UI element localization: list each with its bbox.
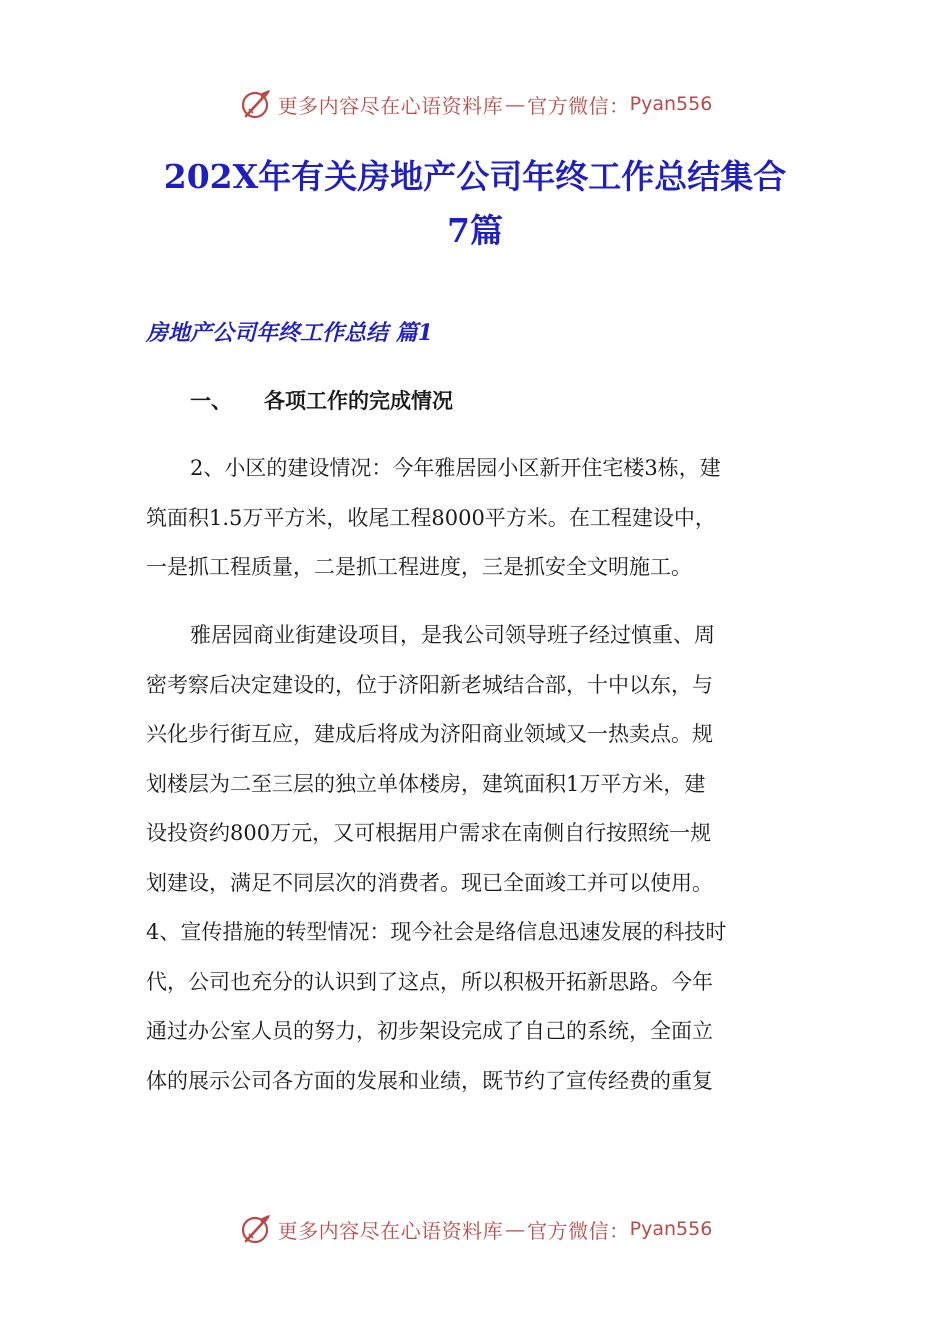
paragraph [146,444,806,593]
paragraph-line: 密考察后决定建设的，位于济阳新老城结合部，十中以东，与 [146,672,713,697]
document-title [110,150,840,258]
paragraph-line: 兴化步行街互应，建成后将成为济阳商业领域又一热卖点。规 [146,722,713,746]
paragraph-line: 一是抓工程质量，二是抓工程进度，三是抓安全文明施工。 [146,555,692,579]
paragraph-line: 4、宣传措施的转型情况：现今社会是络信息迅速发展的科技时 [146,920,727,944]
watermark-dash: — [505,92,526,116]
paragraph-line: 设投资约800万元，又可根据用户需求在南侧自行按照统一规 [146,821,712,845]
document-title-line: 7篇 [447,211,503,250]
section-title: 房地产公司年终工作总结 篇1 [146,320,433,346]
watermark-text: 更多内容尽在心语资料库 [277,1218,504,1243]
quill-logo-icon [238,1211,274,1247]
paragraph-line: 代，公司也充分的认识到了这点，所以积极开拓新思路。今年 [146,969,713,994]
watermark-wechat-id: Pyan556 [629,1218,713,1240]
paragraph-line: 雅居园商业街建设项目，是我公司领导班子经过慎重、周 [190,623,715,647]
document-title-line: 202X年有关房地产公司年终工作总结集合 [163,157,787,196]
header-watermark-banner [0,84,950,124]
paragraph-line: 划建设，满足不同层次的消费者。现已全面竣工并可以使用。 [146,870,713,895]
paragraph-line: 通过办公室人员的努力，初步架设完成了自己的系统，全面立 [146,1019,713,1043]
paragraph-line: 划楼层为二至三层的独立单体楼房，建筑面积1万平方米，建 [146,771,706,796]
footer-watermark-banner [0,1209,950,1249]
paragraph-line: 体的展示公司各方面的发展和业绩，既节约了宣传经费的重复 [146,1068,713,1093]
sub-heading-text: 各项工作的完成情况 [264,388,453,413]
paragraph [146,611,806,1106]
sub-heading [190,385,453,415]
sub-heading-number: 一、 [190,388,232,413]
paragraph-line: 2、小区的建设情况：今年雅居园小区新开住宅楼3栋，建 [190,456,721,480]
paragraph-line: 筑面积1.5万平方米，收尾工程8000平方米。在工程建设中， [146,505,716,530]
watermark-wechat-label: 官方微信： [527,93,630,118]
watermark-wechat-label: 官方微信： [527,1218,630,1243]
quill-logo-icon [238,86,274,122]
watermark-text: 更多内容尽在心语资料库 [277,93,504,118]
watermark-dash: — [505,1217,526,1241]
watermark-wechat-id: Pyan556 [629,93,713,115]
